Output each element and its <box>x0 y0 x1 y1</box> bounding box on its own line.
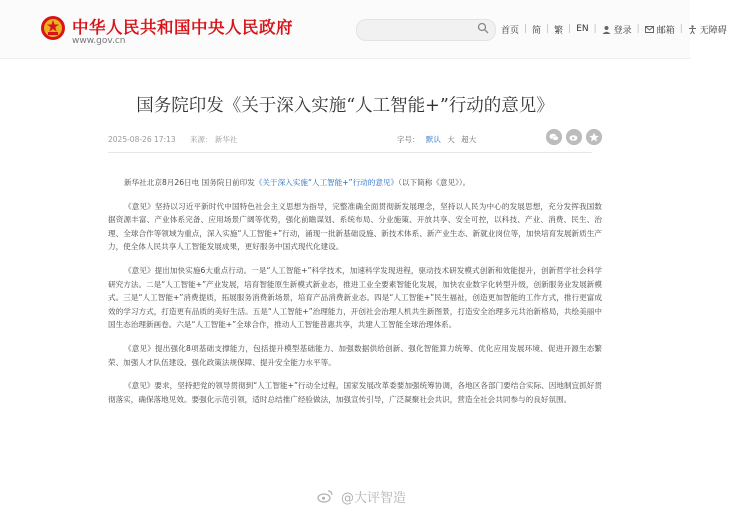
article-body <box>108 176 602 416</box>
nav-separator: | <box>568 24 572 34</box>
weibo-watermark <box>317 486 406 506</box>
site-url: www.gov.cn <box>72 36 126 46</box>
nav-simplified[interactable]: 简 <box>532 25 542 36</box>
wechat-share-icon[interactable] <box>546 129 562 145</box>
search-input[interactable] <box>356 19 496 41</box>
nav-mail-label: 邮箱 <box>656 25 675 36</box>
site-title[interactable]: 中华人民共和国中央人民政府 <box>72 18 293 37</box>
nav-home[interactable]: 首页 <box>501 25 520 36</box>
article-lead <box>108 176 602 190</box>
article-date: 2025-08-26 17:13 <box>108 135 176 144</box>
nav-separator: | <box>546 24 550 34</box>
article-paragraph: 《意见》要求，坚持把党的领导贯彻到“人工智能+”行动全过程，国家发展改革委要加强统筹协调，各地区各部门要结合实际、因地制宜抓好贯彻落实，确保落地见效。要强化示范引领，适时总结推广经验做法，加强宣传引导，广泛凝聚社会共识，营造全社会共同参与的良好氛围。 <box>108 381 602 404</box>
article-source: 来源： 新华社 <box>189 135 238 144</box>
nav-traditional[interactable]: 繁 <box>554 25 564 36</box>
article-meta <box>108 134 249 145</box>
national-emblem-icon[interactable] <box>40 14 66 42</box>
font-size-label: 字号： <box>397 135 420 144</box>
watermark-text: @大评智造 <box>341 490 407 506</box>
search-icon[interactable] <box>477 22 489 34</box>
nav-mail[interactable] <box>640 23 680 36</box>
site-header <box>0 0 727 59</box>
font-size-large[interactable]: 大 <box>447 135 455 144</box>
nav-english[interactable]: EN <box>576 24 589 34</box>
nav-separator: | <box>679 24 683 34</box>
font-size-default[interactable]: 默认 <box>425 135 441 144</box>
nav-separator: | <box>593 24 597 34</box>
user-icon <box>602 25 611 34</box>
top-nav <box>496 22 732 36</box>
nav-separator: | <box>524 24 528 34</box>
nav-accessibility[interactable] <box>683 23 732 36</box>
policy-document-link[interactable]: 《关于深入实施“人工智能+”行动的意见》 <box>254 178 399 187</box>
nav-accessibility-label: 无障碍 <box>699 25 727 36</box>
article-title: 国务院印发《关于深入实施“人工智能+”行动的意见》 <box>136 96 554 116</box>
weibo-share-icon[interactable] <box>566 129 582 145</box>
font-size-xlarge[interactable]: 超大 <box>461 135 477 144</box>
lead-text-suffix: （以下简称《意见》）。 <box>398 178 471 187</box>
nav-login[interactable] <box>597 23 637 36</box>
nav-separator: | <box>636 24 640 34</box>
weibo-watermark-icon <box>317 489 333 503</box>
article-paragraph: 《意见》坚持以习近平新时代中国特色社会主义思想为指导，完整准确全面贯彻新发展理念，坚持以人民为中心的发展思想，充分发挥我国数据资源丰富、产业体系完备、应用场景广阔等优势，强化前瞻谋划、系统布局、分业施策、开放共享、安全可控，以科技、产业、消费、民生、治理、全球合作等领域为重点，深入实施“人工智能+”行动，涌现一批新基础设施、新技术体系、新产业生态、新就业岗位等，加快培育发展新质生产力，使全体人民共享人工智能发展成果，更好服务中国式现代化建设。 <box>108 201 602 252</box>
font-size-switcher <box>397 134 476 145</box>
lead-text: 新华社北京8月26日电 国务院日前印发 <box>124 178 255 187</box>
mail-icon <box>645 25 654 34</box>
qzone-share-icon[interactable] <box>586 129 602 145</box>
meta-divider <box>108 152 592 153</box>
nav-login-label: 登录 <box>613 25 632 36</box>
accessibility-icon <box>688 25 697 34</box>
article-paragraph: 《意见》提出加快实施6大重点行动。一是“人工智能+”科学技术，加速科学发现进程，驱动技术研发模式创新和效能提升，创新哲学社会科学研究方法。二是“人工智能+”产业发展，培育智能原生新模式新业态，推进工业全要素智能化发展，加快农业数字化转型升级，创新服务业发展新模式。三是“人工智能+”消费提质，拓展服务消费新场景，培育产品消费新业态。四是“人工智能+”民生福祉，创造更加智能的工作方式，推行更富成效的学习方式，打造更有品质的美好生活。五是“人工智能+”治理能力，开创社会治理人机共生新图景，打造安全治理多元共治新格局，共绘美丽中国生态治理新画卷。六是“人工智能+”全球合作，推动人工智能普惠共享，共建人工智能全球治理体系。 <box>108 265 602 330</box>
article-paragraph: 《意见》提出强化8项基础支撑能力，包括提升模型基础能力、加强数据供给创新、强化智能算力统筹、优化应用发展环境、促进开源生态繁荣、加强人才队伍建设、强化政策法规保障、提升安全能力水平等。 <box>108 343 602 367</box>
